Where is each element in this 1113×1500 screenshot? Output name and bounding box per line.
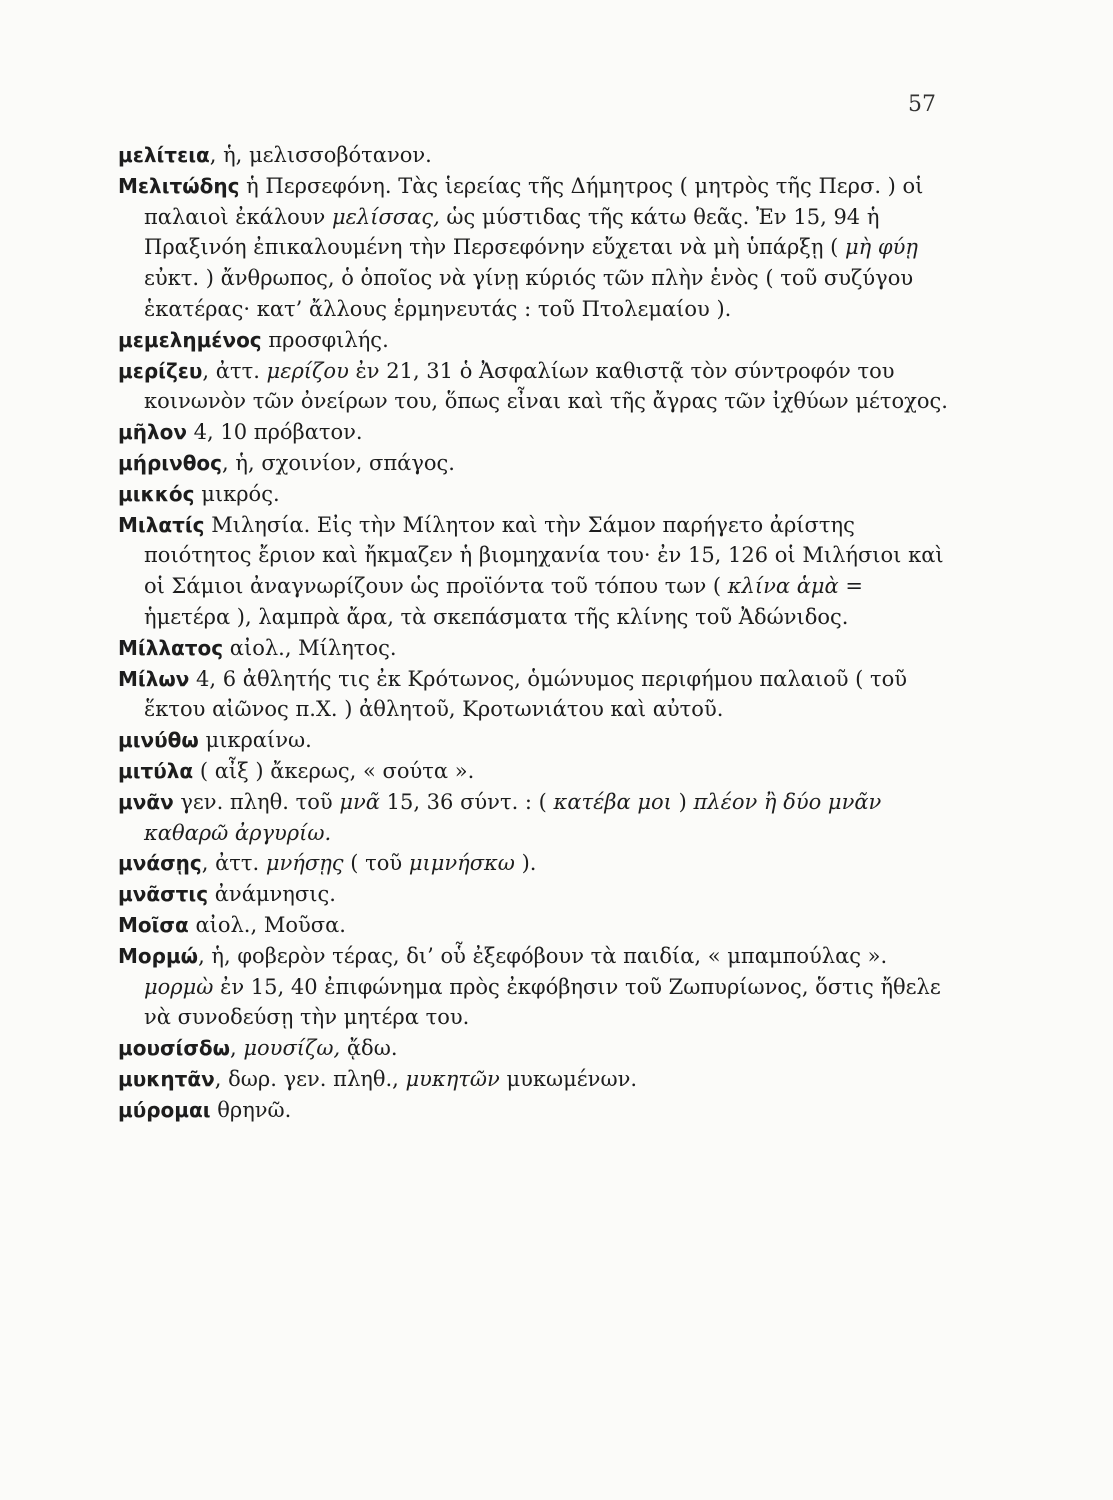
- entry-text: ἡ Περσεφόνη. Τὰς ἱερείας τῆς Δήμητρος ( μητρὸς τῆς Περσ. ) οἱ παλαιοὶ ἐκάλουν: [144, 173, 924, 229]
- dictionary-entry: [118, 1064, 948, 1095]
- dictionary-entry: [118, 664, 948, 726]
- entry-text: , ἀττ.: [202, 358, 267, 383]
- entry-text: 4, 6 ἀθλητής τις ἐκ Κρότωνος, ὁμώνυμος περιφήμου παλαιοῦ ( τοῦ ἕκτου αἰῶνος π.Χ. ) ἀθλητοῦ, Κροτωνιάτου καὶ αὐτοῦ.: [144, 666, 908, 722]
- entry-text: ἐν 21, 31 ὁ Ἀσφαλίων καθιστᾷ τὸν σύντροφόν του κοινωνὸν τῶν ὀνείρων του, ὅπως εἶναι καὶ τῆς ἄγρας τῶν ἰχθύων μέτοχος.: [144, 358, 948, 414]
- entry-headword: μυκητᾶν: [118, 1066, 215, 1091]
- entry-headword: μελίτεια: [118, 143, 210, 167]
- entry-text: ὡς μύστιδας τῆς κάτω θεᾶς. Ἐν 15, 94 ἡ Πραξινόη ἐπικαλουμένη τὴν Περσεφόνην εὔχεται νὰ μὴ ὑπάρξῃ (: [144, 204, 880, 260]
- dictionary-entry: [118, 448, 948, 479]
- entry-text: , ἡ, μελισσοβότανον.: [209, 143, 432, 167]
- entry-text: μικραίνω.: [198, 728, 312, 753]
- entry-italic-text: μερίζου: [266, 358, 349, 383]
- entry-headword: μουσίσδω: [118, 1036, 231, 1061]
- page-number: 57: [908, 92, 936, 117]
- entry-italic-text: κατέβα μοι: [553, 789, 672, 814]
- entry-text: γεν. πληθ. τοῦ: [173, 789, 340, 814]
- entry-italic-text: μορμὼ: [144, 974, 214, 999]
- entry-headword: μνᾶν: [118, 789, 174, 814]
- entry-text: , ἀττ.: [201, 851, 266, 876]
- entry-headword: Μελιτώδης: [118, 173, 240, 198]
- dictionary-entry: [118, 879, 948, 910]
- entry-headword: μιτύλα: [118, 758, 194, 783]
- dictionary-entry: [118, 356, 948, 418]
- entry-text: ): [671, 789, 694, 814]
- entry-italic-text: μυκητῶν: [405, 1066, 500, 1091]
- dictionary-entry: [118, 725, 948, 756]
- entry-italic-text: μνήσῃς: [265, 851, 344, 876]
- entry-text: εὐκτ. ) ἄνθρωπος, ὁ ὁποῖος νὰ γίνῃ κύριός τῶν πλὴν ἑνὸς ( τοῦ συζύγου ἑκατέρας· κατ’ ἄλλους ἑρμηνευτάς : τοῦ Πτολεμαίου ).: [144, 266, 914, 321]
- entry-headword: Μιλατίς: [118, 512, 205, 537]
- entry-italic-text: μιμνήσκω: [408, 851, 515, 876]
- entry-text: , δωρ. γεν. πληθ.,: [214, 1066, 406, 1091]
- dictionary-entry: [118, 633, 948, 664]
- dictionary-entry: [118, 510, 948, 633]
- dictionary-entry: [118, 479, 948, 510]
- entry-headword: μύρομαι: [118, 1097, 211, 1122]
- dictionary-entry: [118, 417, 948, 448]
- entry-text: ).: [514, 851, 537, 876]
- entry-text: αἰολ., Μίλητος.: [223, 635, 397, 660]
- entry-text: 15, 36 σύντ. : (: [379, 789, 554, 814]
- entry-italic-text: κλίνα ἁμὰ: [727, 574, 839, 599]
- entry-headword: Μοῖσα: [118, 912, 189, 937]
- dictionary-entry: [118, 1095, 948, 1126]
- dictionary-entry: [118, 325, 948, 356]
- entry-text: μυκωμένων.: [499, 1066, 638, 1091]
- dictionary-entry: [118, 140, 948, 171]
- entry-text: Μιλησία. Εἰς τὴν Μίλητον καὶ τὴν Σάμον παρήγετο ἀρίστης ποιότητος ἔριον καὶ ἤκμαζεν ἡ βιομηχανία του· ἐν 15, 126 οἱ Μιλήσιοι καὶ οἱ Σάμιοι ἀναγνωρίζουν ὡς προϊόντα τοῦ τόπου των (: [144, 512, 944, 599]
- dictionary-entry: [118, 1033, 948, 1064]
- dictionary-entries: [118, 140, 948, 1126]
- entry-headword: Μορμώ: [118, 943, 199, 968]
- dictionary-entry: [118, 941, 948, 1033]
- entry-headword: μῆλον: [118, 420, 187, 445]
- entry-text: ,: [230, 1036, 244, 1061]
- entry-text: αἰολ., Μοῦσα.: [188, 912, 346, 937]
- entry-headword: μνᾶστις: [118, 882, 209, 907]
- entry-headword: μικκός: [118, 481, 195, 506]
- entry-text: προσφιλής.: [261, 327, 389, 352]
- entry-text: 4, 10 πρόβατον.: [186, 420, 363, 445]
- entry-text: ᾄδω.: [340, 1036, 398, 1061]
- dictionary-entry: [118, 787, 948, 849]
- entry-headword: μερίζευ: [118, 358, 203, 383]
- entry-headword: μινύθω: [118, 728, 199, 753]
- entry-text: θρηνῶ.: [210, 1097, 292, 1122]
- entry-headword: μεμελημένος: [118, 327, 262, 352]
- dictionary-entry: [118, 756, 948, 787]
- entry-headword: μνάσῃς: [118, 851, 202, 876]
- dictionary-entry: [118, 848, 948, 879]
- entry-text: μικρός.: [194, 481, 280, 506]
- entry-text: ἐν 15, 40 ἐπιφώνημα πρὸς ἐκφόβησιν τοῦ Ζωπυρίωνος, ὅστις ἤθελε νὰ συνοδεύσῃ τὴν μητέρα του.: [144, 974, 941, 1030]
- dictionary-entry: [118, 171, 948, 325]
- entry-headword: Μίλλατος: [118, 635, 224, 660]
- dictionary-entry: [118, 910, 948, 941]
- entry-text: ( αἶξ ) ἄκερως, « σούτα ».: [193, 758, 475, 783]
- entry-italic-text: πλέον ἢ δύο μνᾶν καθαρῶ ἀργυρίω.: [144, 789, 882, 845]
- entry-italic-text: μὴ φύῃ: [845, 235, 918, 260]
- entry-text: , ἡ, φοβερὸν τέρας, δι’ οὗ ἐξεφόβουν τὰ παιδία, « μπαμπούλας ».: [198, 943, 888, 968]
- entry-italic-text: μουσίζω,: [243, 1036, 341, 1061]
- entry-text: ( τοῦ: [343, 851, 409, 876]
- entry-text: ἀνάμνησις.: [208, 882, 336, 907]
- entry-italic-text: μελίσσας,: [332, 204, 440, 229]
- entry-headword: μήρινθος: [118, 450, 223, 475]
- entry-text: , ἡ, σχοινίον, σπάγος.: [222, 450, 455, 475]
- entry-italic-text: μνᾶ: [339, 789, 380, 814]
- entry-headword: Μίλων: [118, 666, 190, 691]
- entry-text: = ἡμετέρα ), λαμπρὰ ἄρα, τὰ σκεπάσματα τῆς κλίνης τοῦ Ἀδώνιδος.: [144, 574, 863, 629]
